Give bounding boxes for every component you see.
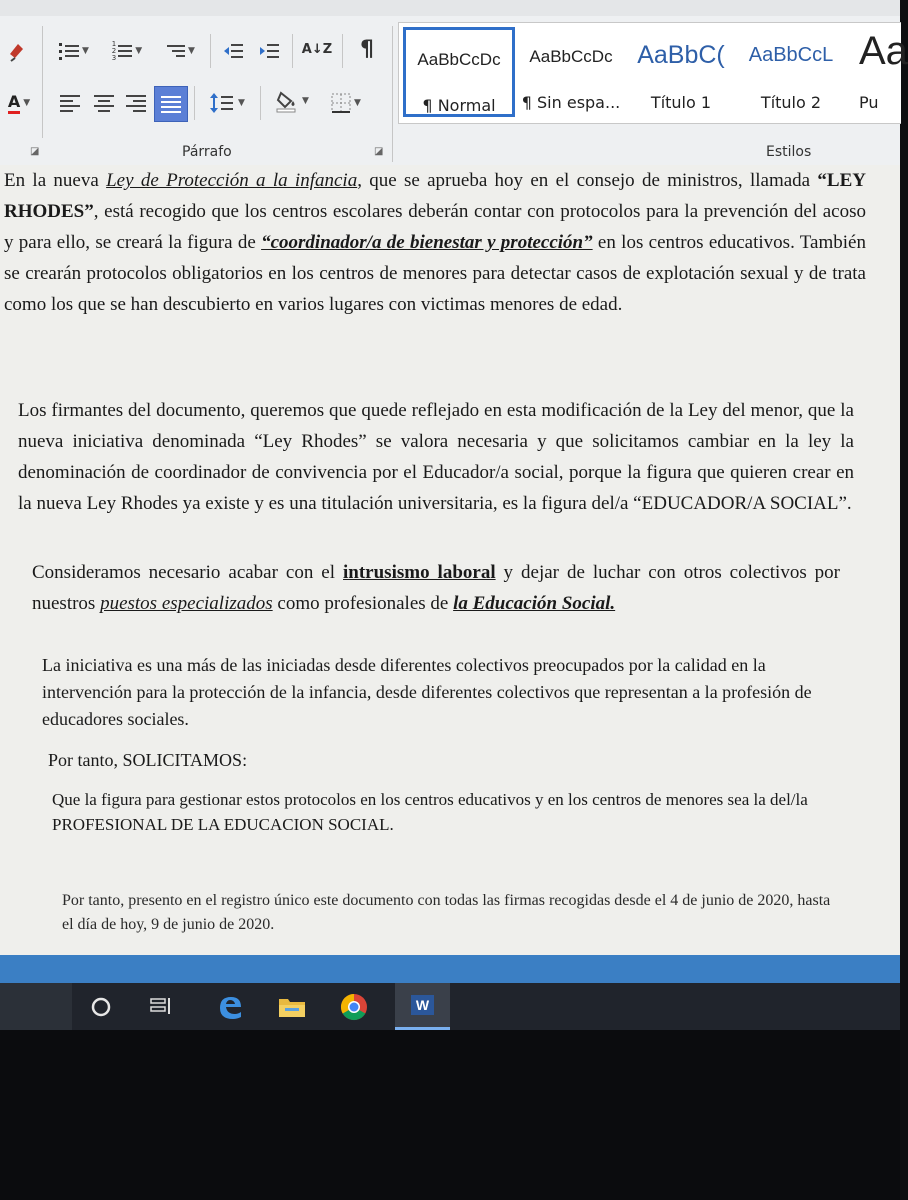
file-explorer-icon[interactable] <box>278 993 306 1021</box>
pilcrow-icon: ¶ <box>360 36 374 62</box>
style-name: ¶ Sin espa... <box>521 93 621 112</box>
style-heading-1[interactable] <box>631 27 731 117</box>
styles-gallery <box>398 22 908 124</box>
ribbon <box>0 0 908 166</box>
sort-icon: A↓Z <box>301 41 333 57</box>
paragraph-5: Por tanto, SOLICITAMOS: <box>48 750 248 770</box>
row-divider <box>210 34 211 68</box>
style-preview: AaBbCcDc <box>417 50 501 69</box>
line-spacing-icon <box>209 92 235 114</box>
sort-button[interactable] <box>300 36 334 62</box>
font-color-button[interactable]: A ▼ <box>0 90 38 116</box>
coordinator-role: “coordinador/a de bienestar y protección” <box>261 232 593 253</box>
paragraph-1 <box>4 165 866 320</box>
ribbon-tab-strip <box>0 0 900 16</box>
decrease-indent-button[interactable] <box>218 38 248 64</box>
law-name: Ley de Protección a la infancia <box>106 170 358 191</box>
word-icon[interactable] <box>395 983 450 1030</box>
group-divider <box>392 26 393 162</box>
borders-icon <box>331 93 351 113</box>
numbering-icon: 1 2 3 <box>112 41 132 62</box>
p3-text-a: Consideramos necesario acabar con el <box>32 562 343 583</box>
shading-button[interactable]: ▼ <box>268 88 316 114</box>
font-dialog-launcher-icon[interactable]: ◪ <box>30 146 40 157</box>
paint-bucket-icon <box>275 89 299 113</box>
group-divider <box>42 26 43 138</box>
monitor-bezel <box>0 1030 900 1200</box>
paragraph-6: Que la figura para gestionar estos protocolos en los centros educativos y en los centros de menores sea la del/la PROFESIONAL DE LA EDUCACION SOCIAL. <box>52 790 808 834</box>
multilevel-list-button[interactable]: ▼ <box>158 38 204 64</box>
row-divider <box>342 34 343 68</box>
style-no-spacing[interactable] <box>517 27 625 117</box>
style-preview: AaBbCcL <box>748 44 834 66</box>
row-divider <box>260 86 261 120</box>
align-left-icon <box>60 95 80 112</box>
paragraph-dialog-launcher-icon[interactable]: ◪ <box>374 146 384 157</box>
align-right-icon <box>126 95 146 112</box>
numbering-button[interactable]: 1 2 3 ▼ <box>111 39 143 62</box>
show-formatting-button[interactable] <box>350 36 384 62</box>
row-divider <box>292 34 293 68</box>
font-color-letter: A <box>8 93 20 114</box>
puestos-especializados: puestos especializados <box>100 593 273 614</box>
p3-text-e: como profesionales de <box>272 593 454 614</box>
paragraph-2: Los firmantes del documento, queremos que quede reflejado en esta modificación de la Ley del menor, que la nueva iniciativa denominada “Ley Rhodes” se valora necesaria y que solicitamos cambiar en la ley la denominación de coordinador de convivencia por el Educador/a social, porque la figura que quieren crear en la nueva Ley Rhodes ya existe y es una titulación universitaria, es la figura del/a “EDUCADOR/A SOCIAL”. <box>18 400 854 514</box>
p1-text-b: , que se aprueba hoy en el consejo de ministros, llamada <box>357 170 818 191</box>
paragraph-3 <box>32 557 840 619</box>
p1-text-a: En la nueva <box>4 170 107 191</box>
word-letter: W <box>411 995 434 1015</box>
p3-text-c: y dejar de luchar con otros colectivos por nuestros <box>32 562 841 614</box>
increase-indent-icon <box>258 42 280 60</box>
style-name: Título 1 <box>650 93 712 112</box>
align-center-button[interactable] <box>90 90 118 116</box>
align-left-button[interactable] <box>56 90 84 116</box>
edge-icon[interactable] <box>216 993 244 1021</box>
style-name: ¶ Normal <box>422 96 496 115</box>
paragraph-4: La iniciativa es una más de las iniciadas desde diferentes colectivos preocupados por la calidad en la intervención para la protección de la infancia, desde diferentes colectivos que representan a la profesión de educadores sociales. <box>42 655 812 729</box>
styles-group-label: Estilos <box>766 144 812 160</box>
format-painter-icon[interactable] <box>2 38 32 64</box>
p1-text-d: en los centros educativos. También se crearán protocolos obligatorios en los centros de menores para detectar casos de explotación sexual y de trata como los que se han descubierto en varios lugares con victimas menores de edad. <box>4 232 866 315</box>
paragraph-group-label: Párrafo <box>182 144 232 160</box>
bullets-icon <box>59 43 79 60</box>
align-center-icon <box>94 95 114 112</box>
intrusismo-laboral: intrusismo laboral <box>343 562 496 583</box>
style-name: Título 2 <box>760 93 822 112</box>
justify-icon <box>161 96 181 113</box>
paragraph-7: Por tanto, presento en el registro único este documento con todas las firmas recogidas desde el 4 de junio de 2020, hasta el día de hoy, 9 de junio de 2020. <box>62 892 831 933</box>
row-divider <box>194 86 195 120</box>
ley-rhodes-name: “LEY RHODES” <box>4 170 866 222</box>
line-spacing-button[interactable]: ▼ <box>202 90 252 116</box>
style-name: Pu <box>859 93 879 112</box>
educacion-social: la Educación Social. <box>453 593 616 614</box>
style-preview: AaBbCcDc <box>529 47 613 66</box>
decrease-indent-icon <box>222 42 244 60</box>
multilevel-list-icon <box>167 45 185 57</box>
style-preview: AaBbC( <box>637 41 725 69</box>
increase-indent-button[interactable] <box>254 38 284 64</box>
chrome-icon[interactable] <box>340 993 368 1021</box>
align-right-button[interactable] <box>122 90 150 116</box>
task-view-icon[interactable] <box>146 993 174 1021</box>
taskbar-search-box[interactable] <box>0 983 72 1030</box>
bullets-button[interactable]: ▼ <box>52 38 96 64</box>
document-page[interactable] <box>0 165 900 955</box>
p1-text-c: , está recogido que los centros escolares deberán contar con protocolos para la prevención del acoso y para ello, se creará la figura de <box>4 201 866 253</box>
taskbar <box>0 983 900 1030</box>
style-normal[interactable] <box>403 27 515 117</box>
style-heading-2[interactable] <box>741 27 841 117</box>
style-title[interactable] <box>859 27 908 117</box>
borders-button[interactable]: ▼ <box>322 90 370 116</box>
status-bar <box>0 955 900 983</box>
justify-button[interactable] <box>154 86 188 122</box>
cortana-icon[interactable] <box>87 993 115 1021</box>
style-preview: Aa <box>859 29 908 73</box>
